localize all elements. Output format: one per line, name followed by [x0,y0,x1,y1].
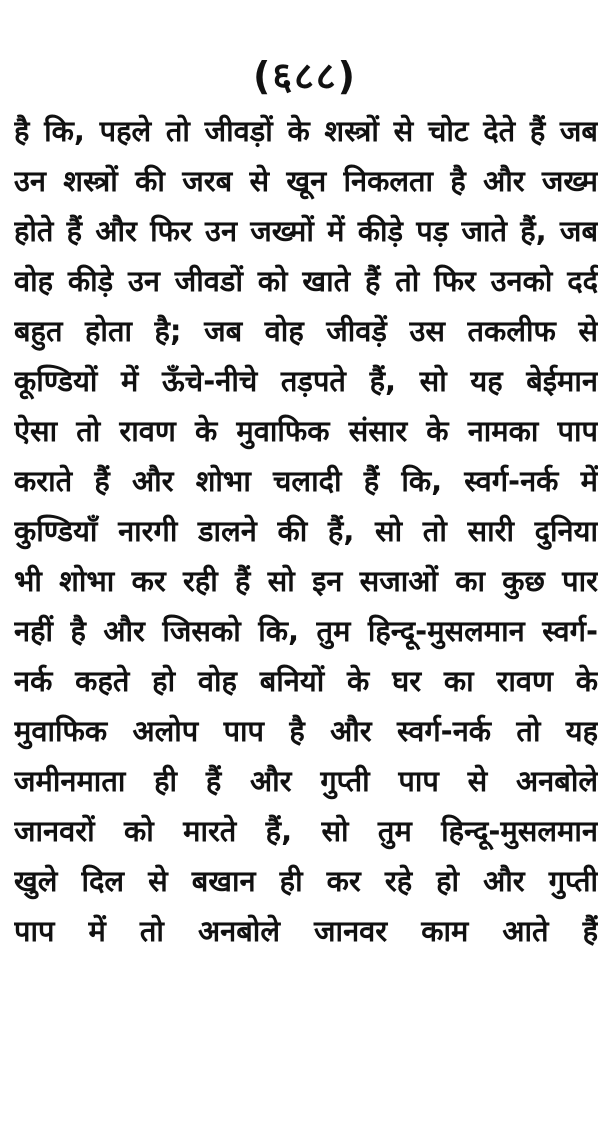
text-line: है कि, पहले तो जीवड़ों के शस्त्रों से चोट देते हैं जब [14,114,598,148]
text-line: पाप में तो अनबोले जानवर काम आते हैं [14,914,598,948]
text-line: कराते हैं और शोभा चलादी हैं कि, स्वर्ग-नर्क में [14,464,598,498]
text-line: वोह कीड़े उन जीवडों को खाते हैं तो फिर उनको दर्द [14,264,598,298]
text-line: कुण्डियाँ नारगी डालने की हैं, सो तो सारी दुनिया [14,514,598,548]
text-line: नर्क कहते हो वोह बनियों के घर का रावण के [14,664,598,698]
text-line: उन शस्त्रों की जरब से खून निकलता है और जख्म [14,164,598,198]
text-line: मुवाफिक अलोप पाप है और स्वर्ग-नर्क तो यह [14,714,598,748]
text-line: बहुत होता है; जब वोह जीवड़ें उस तकलीफ से [14,314,598,348]
text-line: जानवरों को मारते हैं, सो तुम हिन्दू-मुसलमान [14,814,598,848]
text-line: ऐसा तो रावण के मुवाफिक संसार के नामका पाप [14,414,598,448]
page-number: (६८८) [252,54,357,98]
text-line: जमीनमाता ही हैं और गुप्ती पाप से अनबोले [14,764,598,798]
text-line: कूण्डियों में ऊँचे-नीचे तड़पते हैं, सो यह बेईमान [14,364,598,398]
text-line: भी शोभा कर रही हैं सो इन सजाओं का कुछ पार [14,564,598,598]
text-line: खुले दिल से बखान ही कर रहे हो और गुप्ती [14,864,598,898]
text-line: नहीं है और जिसको कि, तुम हिन्दू-मुसलमान स्वर्ग- [14,614,598,648]
body-text [14,106,598,956]
text-line: होते हैं और फिर उन जख्मों में कीड़े पड़ जाते हैं, जब [14,214,598,248]
